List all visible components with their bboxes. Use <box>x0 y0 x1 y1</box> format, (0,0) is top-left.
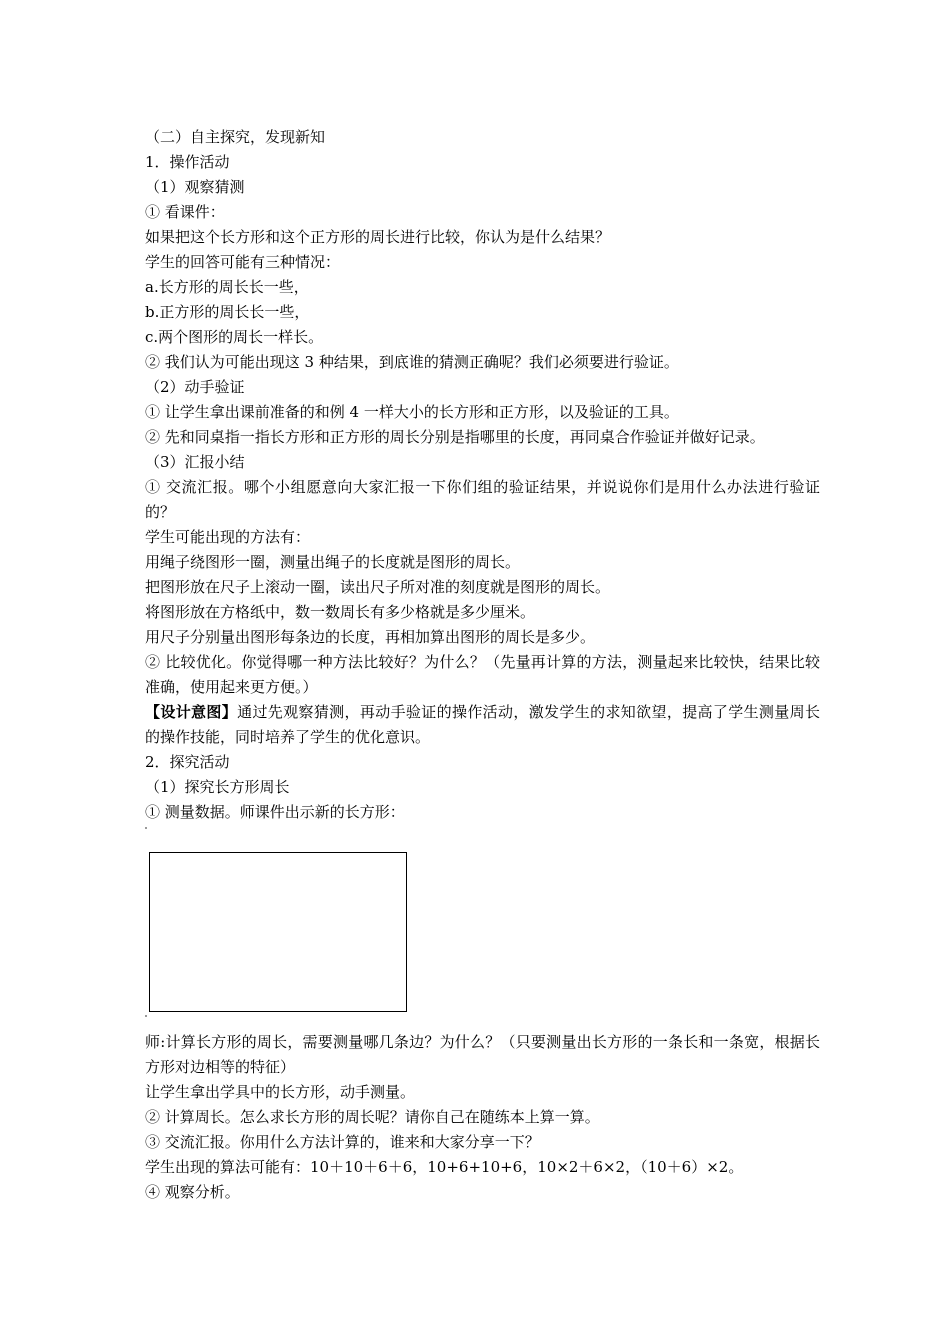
answer-option-b: b.正方形的周长长一些， <box>145 303 310 321</box>
design-intent <box>145 700 820 750</box>
method-item: 用尺子分别量出图形每条边的长度，再相加算出图形的周长是多少。 <box>145 628 596 646</box>
paragraph: ④ 观察分析。 <box>145 1183 240 1201</box>
answer-option-a: a.长方形的周长长一些， <box>145 278 309 296</box>
paragraph: 学生的回答可能有三种情况： <box>145 253 341 271</box>
paragraph: ② 计算周长。怎么求长方形的周长呢？请你自己在随练本上算一算。 <box>145 1108 600 1126</box>
heading-explore-activity: 2．探究活动 <box>145 753 230 771</box>
paragraph: 师:计算长方形的周长，需要测量哪几条边？为什么？（只要测量出长方形的一条长和一条宽，根据长方形对边相等的特征） <box>145 1033 820 1076</box>
subheading-report-summary: （3）汇报小结 <box>145 453 245 471</box>
design-intent-text: 通过先观察猜测，再动手验证的操作活动，激发学生的求知欲望，提高了学生测量周长的操作技能，同时培养了学生的优化意识。 <box>145 703 820 746</box>
section-title: （二）自主探究，发现新知 <box>145 128 326 146</box>
method-item: 用绳子绕图形一圈，测量出绳子的长度就是图形的周长。 <box>145 553 521 571</box>
paragraph: ① 交流汇报。哪个小组愿意向大家汇报一下你们组的验证结果，并说说你们是用什么办法进行验证的？ <box>145 478 820 521</box>
design-intent-label: 【设计意图】 <box>145 703 238 721</box>
paragraph: ① 测量数据。师课件出示新的长方形： <box>145 803 405 821</box>
paragraph: 让学生拿出学具中的长方形，动手测量。 <box>145 1083 416 1101</box>
heading-operation-activity: 1．操作活动 <box>145 153 230 171</box>
figure-anchor-mark <box>145 827 147 829</box>
figure-anchor-mark <box>145 1015 147 1017</box>
paragraph: ① 让学生拿出课前准备的和例 4 一样大小的长方形和正方形，以及验证的工具。 <box>145 403 679 421</box>
answer-option-c: c.两个图形的周长一样长。 <box>145 328 324 346</box>
paragraph: ② 比较优化。你觉得哪一种方法比较好？为什么？（先量再计算的方法，测量起来比较快，结果比较准确，使用起来更方便。） <box>145 653 820 696</box>
paragraph: ② 我们认为可能出现这 3 种结果，到底谁的猜测正确呢？我们必须要进行验证。 <box>145 353 679 371</box>
paragraph: 学生可能出现的方法有： <box>145 528 311 546</box>
document-body <box>145 125 820 1205</box>
paragraph: ③ 交流汇报。你用什么方法计算的，谁来和大家分享一下？ <box>145 1133 540 1151</box>
subheading-hands-on-verify: （2）动手验证 <box>145 378 245 396</box>
method-item: 将图形放在方格纸中，数一数周长有多少格就是多少厘米。 <box>145 603 536 621</box>
paragraph: ① 看课件： <box>145 203 225 221</box>
paragraph: ② 先和同桌指一指长方形和正方形的周长分别是指哪里的长度，再同桌合作验证并做好记录。 <box>145 428 765 446</box>
paragraph: 如果把这个长方形和这个正方形的周长进行比较，你认为是什么结果？ <box>145 228 611 246</box>
paragraph: 学生出现的算法可能有：10＋10＋6＋6，10+6+10+6，10×2＋6×2，（10＋6）×2。 <box>145 1158 744 1176</box>
subheading-rectangle-perimeter: （1）探究长方形周长 <box>145 778 290 796</box>
rectangle-figure-block <box>145 825 820 1030</box>
subheading-observe-guess: （1）观察猜测 <box>145 178 245 196</box>
method-item: 把图形放在尺子上滚动一圈，读出尺子所对准的刻度就是图形的周长。 <box>145 578 611 596</box>
rectangle-figure <box>149 852 407 1012</box>
